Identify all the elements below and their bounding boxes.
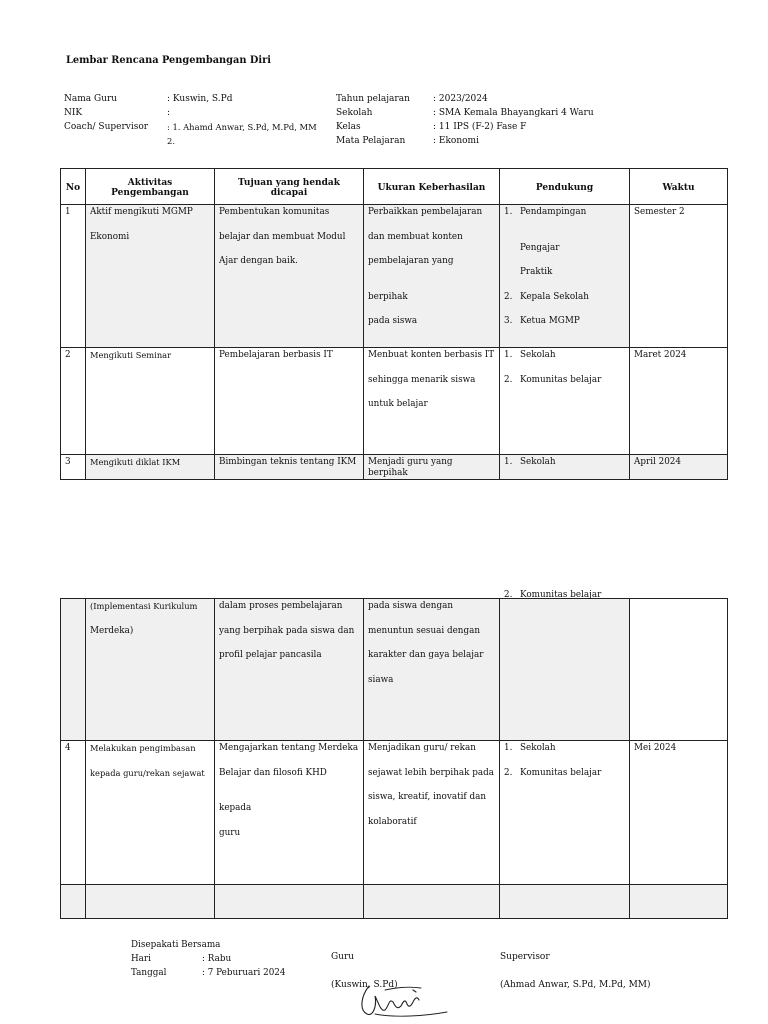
cell-tujuan: Bimbingan teknis tentang IKM [215, 455, 364, 480]
info-left-values [167, 92, 317, 148]
cell-ukuran: pada siswa dengan menuntun sesuai dengan karakter dan gaya belajar siawa [364, 599, 500, 741]
mapel-value: : Ekonomi [433, 136, 479, 146]
development-plan-table-continued [60, 590, 728, 919]
cell-pendukung: 2. Komunitas belajar [500, 599, 630, 741]
tanggal-label: Tanggal [131, 968, 167, 978]
cell-no: 1 [61, 205, 86, 348]
info-right [336, 92, 410, 148]
nik-value: : [167, 108, 171, 118]
cell-no: 4 [61, 741, 86, 885]
cell-waktu: Mei 2024 [630, 741, 728, 885]
supervisor-label: Supervisor [500, 952, 550, 962]
cell-empty [630, 885, 728, 919]
table-row [61, 205, 728, 348]
cell-waktu: Maret 2024 [630, 348, 728, 455]
coach-item-1: : 1. Ahamd Anwar, S.Pd, M.Pd, MM [167, 122, 317, 132]
hari-label: Hari [131, 954, 151, 964]
info-right-values [433, 92, 594, 148]
cell-waktu: Semester 2 [630, 205, 728, 348]
cell-pendukung: 1. Sekolah [500, 455, 630, 480]
guru-name: (Kuswin, S.Pd) [331, 980, 398, 990]
table-row [61, 348, 728, 455]
cell-empty [61, 885, 86, 919]
header-tujuan: Tujuan yang hendak dicapai [215, 169, 364, 205]
cell-tujuan: Pembentukan komunitas belajar dan membuat Modul Ajar dengan baik. [215, 205, 364, 348]
coach-item-2: 2. [167, 136, 175, 146]
guru-signature-image [355, 976, 455, 1024]
agreed-label: Disepakati Bersama [131, 940, 221, 950]
cell-pendukung: 1. Pendampingan Pengajar Praktik 2. Kepala Sekolah 3. Ketua MGMP [500, 205, 630, 348]
cell-tujuan: Pembelajaran berbasis IT [215, 348, 364, 455]
cell-empty [86, 885, 215, 919]
cell-waktu [630, 599, 728, 741]
nik-label: NIK [64, 108, 83, 118]
cell-empty [364, 885, 500, 919]
cell-no: 2 [61, 348, 86, 455]
table-row-empty [61, 885, 728, 919]
supervisor-name: (Ahmad Anwar, S.Pd, M.Pd, MM) [500, 980, 651, 990]
table-row [61, 599, 728, 741]
cell-empty [500, 885, 630, 919]
guru-label: Guru [331, 952, 355, 962]
nama-guru-value: : Kuswin, S.Pd [167, 94, 233, 104]
header-waktu: Waktu [630, 169, 728, 205]
header-no: No [61, 169, 86, 205]
document-title: Lembar Rencana Pengembangan Diri [66, 55, 272, 66]
cell-no: 3 [61, 455, 86, 480]
kelas-value: : 11 IPS (F-2) Fase F [433, 122, 527, 132]
cell-aktivitas: (Implementasi Kurikulum Merdeka) [86, 599, 215, 741]
table-row [61, 741, 728, 885]
agreement-values [202, 952, 286, 980]
tanggal-value: : 7 Peburuari 2024 [202, 968, 286, 978]
cell-tujuan: Mengajarkan tentang Merdeka Belajar dan filosofi KHD kepada guru [215, 741, 364, 885]
hari-value: : Rabu [202, 954, 232, 964]
cell-ukuran: Menjadi guru yang berpihak [364, 455, 500, 480]
tahun-value: : 2023/2024 [433, 94, 488, 104]
nama-guru-label: Nama Guru [64, 94, 118, 104]
cell-ukuran: Menbuat konten berbasis IT sehingga menarik siswa untuk belajar [364, 348, 500, 455]
kelas-label: Kelas [336, 122, 361, 132]
info-left [64, 92, 148, 134]
cell-aktivitas: Mengikuti diklat IKM [86, 455, 215, 480]
table-row [61, 455, 728, 480]
mapel-label: Mata Pelajaran [336, 136, 406, 146]
cell-pendukung: 1. Sekolah 2. Komunitas belajar [500, 741, 630, 885]
sekolah-label: Sekolah [336, 108, 373, 118]
cell-no [61, 599, 86, 741]
cell-ukuran: Menjadikan guru/ rekan sejawat lebih berpihak pada siswa, kreatif, inovatif dan kolaboratif [364, 741, 500, 885]
cell-ukuran: Perbaikkan pembelajaran dan membuat konten pembelajaran yang berpihak pada siswa [364, 205, 500, 348]
header-pendukung: Pendukung [500, 169, 630, 205]
tahun-label: Tahun pelajaran [336, 94, 410, 104]
header-aktivitas: Aktivitas Pengembangan [86, 169, 215, 205]
development-plan-table [60, 168, 728, 480]
cell-pendukung: 1. Sekolah 2. Komunitas belajar [500, 348, 630, 455]
cell-waktu: April 2024 [630, 455, 728, 480]
header-ukuran: Ukuran Keberhasilan [364, 169, 500, 205]
sekolah-value: : SMA Kemala Bhayangkari 4 Waru [433, 108, 594, 118]
cell-empty [215, 885, 364, 919]
cell-aktivitas: Mengikuti Seminar [86, 348, 215, 455]
coach-label: Coach/ Supervisor [64, 122, 149, 132]
cell-aktivitas: Aktif mengikuti MGMP Ekonomi [86, 205, 215, 348]
cell-aktivitas: Melakukan pengimbasan kepada guru/rekan sejawat [86, 741, 215, 885]
cell-tujuan: dalam proses pembelajaran yang berpihak pada siswa dan profil pelajar pancasila [215, 599, 364, 741]
